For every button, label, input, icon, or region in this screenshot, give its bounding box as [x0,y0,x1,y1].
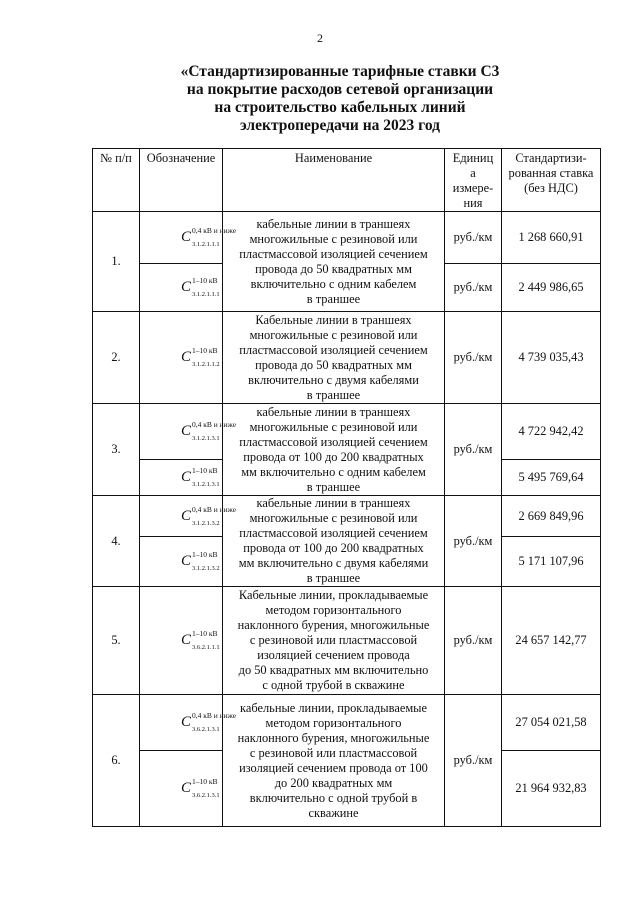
designation-letter: C [180,423,191,439]
name-line: провода до 50 квадратных мм [255,261,412,276]
row-number: 4. [93,496,140,587]
name-cell [223,587,445,695]
table-row [93,212,601,264]
rate-cell: 27 054 021,58 [502,695,601,751]
rate-cell: 5 171 107,96 [502,537,601,587]
designation-cell [140,587,223,695]
rate-cell: 5 495 769,64 [502,460,601,496]
name-line: с одной трубой в скважине [262,678,405,692]
designation-voltage: 1–10 кВ [191,346,218,355]
designation-symbol [171,466,220,488]
table-row [93,312,601,404]
name-line: включительно с одной трубой в [249,790,418,805]
unit-cell: руб./км [445,587,502,695]
designation-symbol [171,550,220,573]
designation-symbol [171,420,237,442]
document-title [150,63,530,135]
name-cell [223,312,445,404]
designation-index: 3.6.2.1.1.1 [191,644,220,651]
name-line: с резиновой или пластмассовой [249,745,418,760]
designation-letter: C [180,229,191,245]
name-line: скважине [308,805,359,820]
name-line: провода до 50 квадратных мм [255,357,412,372]
designation-cell [140,751,223,827]
table-row [93,695,601,751]
designation-index: 3.1.2.1.3.2 [191,565,220,573]
name-line: изоляцией сечением провода от 100 [239,760,428,775]
header-designation: Обозначение [140,149,223,212]
title-line: на строительство кабельных линий [214,99,466,116]
header-rate-line: рованная ставка [508,166,594,180]
row-number: 1. [93,212,140,312]
name-line: Кабельные линии в траншеях [255,312,412,327]
designation-cell [140,695,237,751]
title-line: «Стандартизированные тарифные ставки С3 [180,63,500,80]
designation-cell [140,312,223,404]
header-unit-line: Единиц [452,151,494,165]
designation-index: 3.6.2.1.3.1 [191,792,220,799]
name-line: пластмассовой изоляцией сечением [239,342,428,357]
name-cell [223,695,445,827]
designation-cell [140,460,223,496]
designation-index: 3.6.2.1.3.1 [191,726,220,733]
header-rate-line: (без НДС) [524,181,578,195]
name-line: многожильные с резиновой или [249,327,418,342]
name-line: наклонного бурения, многожильные [237,730,430,745]
unit-cell: руб./км [445,404,502,496]
designation-voltage: 1–10 кВ [191,276,218,285]
designation-symbol [171,711,237,733]
name-line: пластмассовой изоляцией сечением [239,526,428,540]
designation-index: 3.1.2.1.3.1 [191,481,220,488]
designation-voltage: 0,4 кВ и ниже [191,711,237,720]
rate-cell: 2 669 849,96 [502,496,601,537]
title-line: на покрытие расходов сетевой организации [186,81,494,98]
designation-cell [140,537,223,587]
name-line: включительно с одним кабелем [250,276,417,291]
designation-voltage: 1–10 кВ [191,466,218,475]
header-num: № п/п [93,149,140,212]
header-unit [445,149,502,212]
row-number: 3. [93,404,140,496]
name-cell [223,404,445,496]
designation-cell [140,404,237,460]
rate-cell: 2 449 986,65 [502,264,601,312]
name-line: пластмассовой изоляцией сечением [239,434,428,449]
name-line: кабельные линии, прокладываемые [240,700,427,715]
designation-letter: C [180,349,191,365]
name-line: методом горизонтального [265,715,402,730]
unit-cell: руб./км [445,496,502,587]
rate-cell: 4 739 035,43 [502,312,601,404]
rate-cell: 24 657 142,77 [502,587,601,695]
name-line: в траншее [306,291,361,306]
name-line: пластмассовой изоляцией сечением [239,246,428,261]
unit-cell: руб./км [445,212,502,264]
designation-cell [140,496,237,537]
designation-letter: C [180,780,191,796]
name-line: провода от 100 до 200 квадратных [243,449,424,464]
designation-voltage: 1–10 кВ [191,550,218,560]
designation-letter: C [180,714,191,730]
designation-index: 3.1.2.1.3.1 [191,435,220,442]
row-number: 6. [93,695,140,827]
title-line: электропередачи на 2023 год [240,117,440,134]
designation-symbol [171,504,237,527]
designation-index: 3.1.2.1.1.1 [191,241,220,248]
designation-symbol [171,276,220,298]
rate-cell: 4 722 942,42 [502,404,601,460]
name-line: наклонного бурения, многожильные [237,618,430,632]
unit-cell: руб./км [445,264,502,312]
name-line: мм включительно с двумя кабелями [238,556,429,570]
name-line: многожильные с резиновой или [249,511,418,525]
rate-cell: 1 268 660,91 [502,212,601,264]
designation-index: 3.1.2.1.1.1 [191,291,220,298]
table-row [93,496,601,537]
designation-index: 3.1.2.1.1.2 [191,361,220,368]
name-line: кабельные линии в траншеях [256,216,411,231]
designation-voltage: 0,4 кВ и ниже [191,420,237,429]
header-unit-line: а [470,166,476,180]
unit-cell: руб./км [445,695,502,827]
rate-cell: 21 964 932,83 [502,751,601,827]
name-line: до 50 квадратных мм включительно [238,663,429,677]
designation-letter: C [180,507,191,524]
designation-voltage: 0,4 кВ и ниже [191,504,237,514]
name-line: методом горизонтального [265,603,402,617]
name-line: с резиновой или пластмассовой [249,633,418,647]
header-rate-line: Стандартизи- [515,151,587,165]
name-line: в траншее [306,479,361,494]
designation-symbol [171,629,220,651]
table-row [93,404,601,460]
name-line: кабельные линии в траншеях [256,496,411,510]
table-body [93,212,601,827]
table-row [93,587,601,695]
name-cell [223,496,445,587]
header-unit-line: измере- [452,181,494,195]
designation-symbol [171,346,220,368]
name-line: в траншее [306,571,361,585]
unit-cell: руб./км [445,312,502,404]
name-line: кабельные линии в траншеях [256,404,411,419]
name-line: провода от 100 до 200 квадратных [243,541,424,555]
name-line: до 200 квадратных мм [274,775,393,790]
designation-voltage: 1–10 кВ [191,777,218,786]
header-name: Наименование [223,149,445,212]
name-line: в траншее [306,387,361,402]
name-cell [223,212,445,312]
page-number: 2 [317,31,323,45]
table-header-row [93,149,601,212]
header-rate [502,149,601,212]
name-line: включительно с двумя кабелями [248,372,419,387]
designation-voltage: 1–10 кВ [191,629,218,638]
header-unit-line: ния [463,196,483,210]
designation-letter: C [180,469,191,485]
designation-symbol [171,226,237,248]
designation-cell [140,264,223,312]
designation-cell [140,212,237,264]
name-line: изоляцией сечением провода [257,648,410,662]
name-line: многожильные с резиновой или [249,231,418,246]
tariff-table [92,148,601,827]
designation-voltage: 0,4 кВ и ниже [191,226,237,235]
designation-letter: C [180,632,191,648]
row-number: 5. [93,587,140,695]
name-line: мм включительно с одним кабелем [241,464,426,479]
designation-symbol [171,777,220,799]
name-line: Кабельные линии, прокладываемые [238,588,429,602]
row-number: 2. [93,312,140,404]
designation-letter: C [180,553,191,570]
designation-letter: C [180,279,191,295]
designation-index: 3.1.2.1.3.2 [191,519,220,527]
name-line: многожильные с резиновой или [249,419,418,434]
